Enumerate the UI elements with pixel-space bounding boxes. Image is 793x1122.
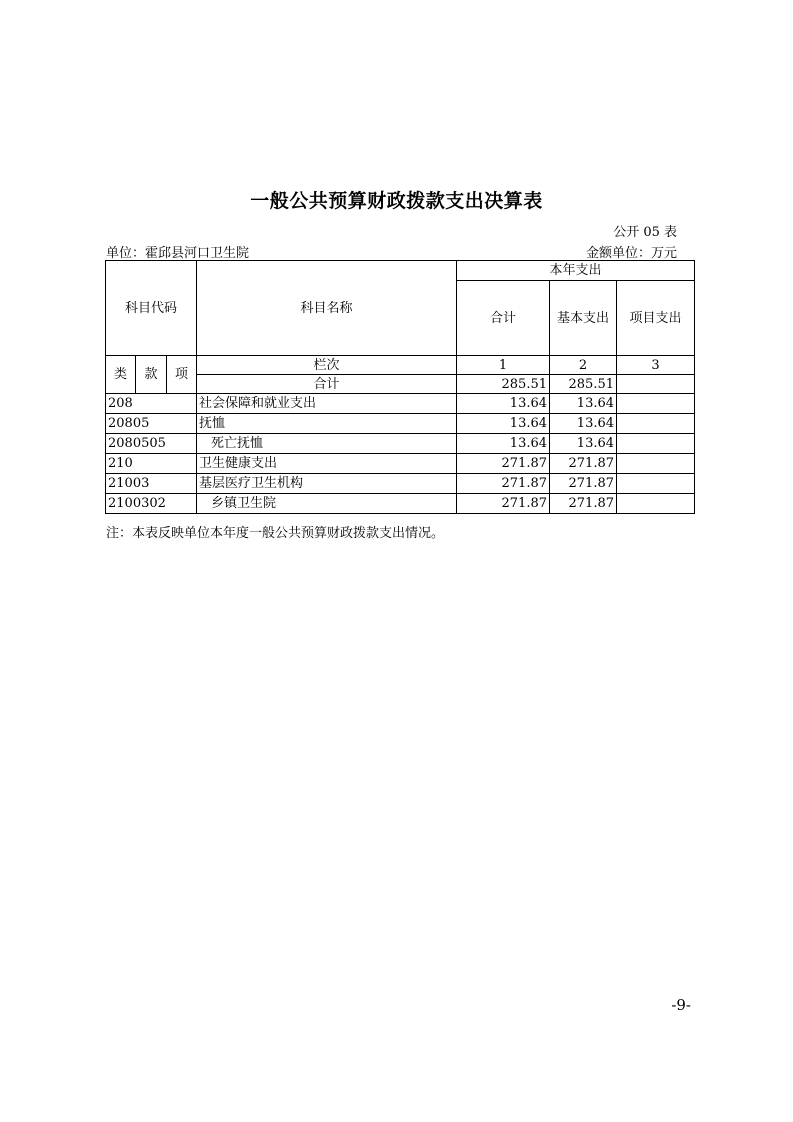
header-lei: 类	[106, 356, 136, 394]
row-code: 208	[106, 394, 197, 414]
row-name: 抚恤	[197, 414, 457, 434]
header-project: 项目支出	[617, 281, 695, 356]
amount-unit-label: 金额单位：万元	[585, 246, 677, 261]
row-project	[617, 434, 695, 454]
header-xiang: 项	[167, 356, 197, 394]
row-total: 13.64	[457, 414, 550, 434]
column-index-2: 2	[550, 356, 617, 375]
total-row-total: 285.51	[457, 375, 550, 394]
row-project	[617, 414, 695, 434]
form-number: 公开 05 表	[613, 225, 677, 240]
table-row	[106, 454, 695, 474]
row-basic: 13.64	[550, 414, 617, 434]
row-name: 卫生健康支出	[197, 454, 457, 474]
row-total: 271.87	[457, 494, 550, 514]
row-code: 210	[106, 454, 197, 474]
row-total: 13.64	[457, 434, 550, 454]
table-row	[106, 474, 695, 494]
table-row	[106, 414, 695, 434]
header-subject-code: 科目代码	[106, 261, 197, 356]
row-basic: 271.87	[550, 454, 617, 474]
page-number: -9-	[671, 996, 691, 1014]
row-basic: 13.64	[550, 394, 617, 414]
row-code: 2080505	[106, 434, 197, 454]
row-basic: 13.64	[550, 434, 617, 454]
row-project	[617, 494, 695, 514]
table-row	[106, 434, 695, 454]
total-row-basic: 285.51	[550, 375, 617, 394]
row-total: 271.87	[457, 454, 550, 474]
row-code: 2100302	[106, 494, 197, 514]
column-index-label: 栏次	[197, 356, 457, 375]
table-row	[106, 394, 695, 414]
table-row	[106, 494, 695, 514]
row-project	[617, 474, 695, 494]
row-name: 死亡抚恤	[197, 434, 457, 454]
header-current-year: 本年支出	[457, 261, 695, 281]
row-basic: 271.87	[550, 474, 617, 494]
header-basic: 基本支出	[550, 281, 617, 356]
column-index-3: 3	[617, 356, 695, 375]
header-kuan: 款	[136, 356, 167, 394]
row-code: 21003	[106, 474, 197, 494]
row-total: 271.87	[457, 474, 550, 494]
header-subject-name: 科目名称	[197, 261, 457, 356]
total-row-label: 合计	[197, 375, 457, 394]
expenditure-table	[105, 260, 695, 514]
row-project	[617, 454, 695, 474]
row-total: 13.64	[457, 394, 550, 414]
row-name: 乡镇卫生院	[197, 494, 457, 514]
row-basic: 271.87	[550, 494, 617, 514]
total-row-project	[617, 375, 695, 394]
header-total: 合计	[457, 281, 550, 356]
row-name: 社会保障和就业支出	[197, 394, 457, 414]
report-title: 一般公共预算财政拨款支出决算表	[250, 190, 543, 212]
row-name: 基层医疗卫生机构	[197, 474, 457, 494]
row-project	[617, 394, 695, 414]
row-code: 20805	[106, 414, 197, 434]
column-index-1: 1	[457, 356, 550, 375]
table-note: 注：本表反映单位本年度一般公共预算财政拨款支出情况。	[106, 526, 445, 541]
unit-label: 单位：霍邱县河口卫生院	[106, 246, 250, 261]
